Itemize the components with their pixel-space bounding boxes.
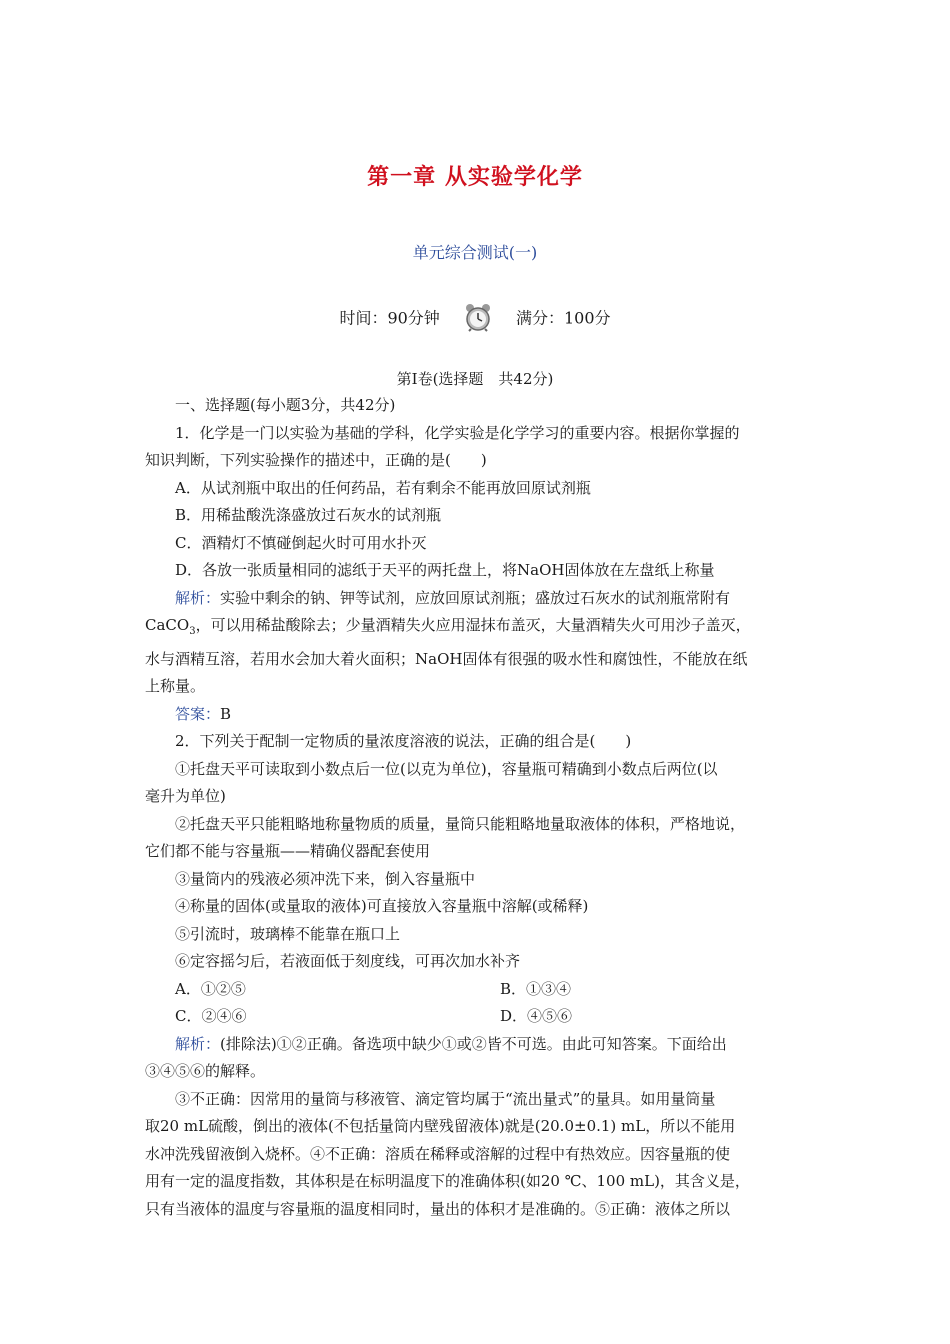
q2-statement-5: ⑤引流时，玻璃棒不能靠在瓶口上 bbox=[175, 924, 401, 943]
q1-option-a: A．从试剂瓶中取出的任何药品，若有剩余不能再放回原试剂瓶 bbox=[175, 478, 591, 497]
unit-test-subtitle: 单元综合测试(一) bbox=[412, 243, 538, 262]
q2-analysis-line2: ③④⑤⑥的解释。 bbox=[145, 1062, 266, 1080]
answer-label: 答案： bbox=[175, 704, 221, 723]
time-score-line bbox=[0, 302, 950, 332]
section-heading: 第Ⅰ卷(选择题 共42分) bbox=[396, 370, 554, 388]
q2-stem: 2．下列关于配制一定物质的量浓度溶液的说法，正确的组合是( ) bbox=[175, 732, 632, 750]
q2-analysis-line5: 水冲洗残留液倒入烧杯。④不正确：溶质在稀释或溶解的过程中有热效应。因容量瓶的使 bbox=[145, 1144, 731, 1163]
question-content bbox=[145, 392, 825, 1223]
q1-option-b: B．用稀盐酸洗涤盛放过石灰水的试剂瓶 bbox=[175, 506, 442, 524]
q2-option-c: C．②④⑥ bbox=[175, 1007, 247, 1025]
q2-statement-2a: ②托盘天平只能粗略地称量物质的质量，量筒只能粗略地量取液体的体积，严格地说， bbox=[175, 814, 746, 833]
q1-analysis-line3: 水与酒精互溶，若用水会加大着火面积；NaOH固体有很强的吸水性和腐蚀性，不能放在纸 bbox=[145, 649, 748, 668]
q2-analysis-line4: 取20 mL硫酸，倒出的液体(不包括量筒内壁残留液体)就是(20.0±0.1) mL，所以不能用 bbox=[145, 1117, 736, 1135]
q2-statement-1b: 毫升为单位) bbox=[145, 787, 226, 805]
q1-stem-line2: 知识判断，下列实验操作的描述中，正确的是( ) bbox=[145, 451, 487, 469]
q2-options-row2 bbox=[145, 1003, 825, 1031]
q2-statement-1a: ①托盘天平可读取到小数点后一位(以克为单位)，容量瓶可精确到小数点后两位(以 bbox=[175, 759, 718, 778]
chapter-title: 第一章 从实验学化学 bbox=[367, 164, 583, 190]
q2-option-a: A．①②⑤ bbox=[175, 979, 246, 998]
q2-analysis-line6: 用有一定的温度指数，其体积是在标明温度下的准确体积(如20 ℃、100 mL)，其含义是， bbox=[145, 1172, 750, 1190]
full-score: 满分：100分 bbox=[516, 308, 611, 328]
analysis-label: 解析： bbox=[175, 1034, 221, 1053]
q1-analysis-line1: 解析：实验中剩余的钠、钾等试剂，应放回原试剂瓶；盛放过石灰水的试剂瓶常附有 bbox=[175, 588, 731, 607]
q2-options-row1 bbox=[145, 976, 825, 1004]
analysis-label: 解析： bbox=[175, 588, 221, 607]
q2-analysis-line7: 只有当液体的温度与容量瓶的温度相同时，量出的体积才是准确的。⑤正确：液体之所以 bbox=[145, 1199, 731, 1218]
q1-option-c: C．酒精灯不慎碰倒起火时可用水扑灭 bbox=[175, 533, 427, 552]
q1-analysis-line4: 上称量。 bbox=[145, 677, 206, 695]
q2-statement-2b: 它们都不能与容量瓶——精确仪器配套使用 bbox=[145, 842, 431, 860]
q2-option-b: B．①③④ bbox=[500, 979, 572, 998]
alarm-clock-icon bbox=[463, 302, 493, 332]
part-heading: 一、选择题(每小题3分，共42分) bbox=[175, 396, 396, 414]
q2-analysis-line1: 解析：(排除法)①②正确。备选项中缺少①或②皆不可选。由此可知答案。下面给出 bbox=[175, 1034, 727, 1053]
time-limit: 时间：90分钟 bbox=[339, 308, 440, 328]
q2-option-d: D．④⑤⑥ bbox=[500, 1007, 573, 1025]
q1-stem-line1: 1．化学是一门以实验为基础的学科，化学实验是化学学习的重要内容。根据你掌握的 bbox=[175, 423, 740, 442]
q1-option-d: D．各放一张质量相同的滤纸于天平的两托盘上，将NaOH固体放在左盘纸上称量 bbox=[175, 561, 715, 579]
q2-statement-6: ⑥定容摇匀后，若液面低于刻度线，可再次加水补齐 bbox=[175, 952, 521, 970]
q2-analysis-line3: ③不正确：因常用的量筒与移液管、滴定管均属于“流出量式”的量具。如用量筒量 bbox=[175, 1089, 716, 1108]
q2-statement-3: ③量筒内的残液必须冲洗下来，倒入容量瓶中 bbox=[175, 869, 476, 888]
q1-analysis-line2: CaCO$_3$，可以用稀盐酸除去；少量酒精失火应用湿抹布盖灭，大量酒精失火可用沙子盖灭， bbox=[145, 616, 751, 637]
q2-statement-4: ④称量的固体(或量取的液体)可直接放入容量瓶中溶解(或稀释) bbox=[175, 897, 589, 915]
q1-answer: 答案：B bbox=[175, 704, 232, 723]
